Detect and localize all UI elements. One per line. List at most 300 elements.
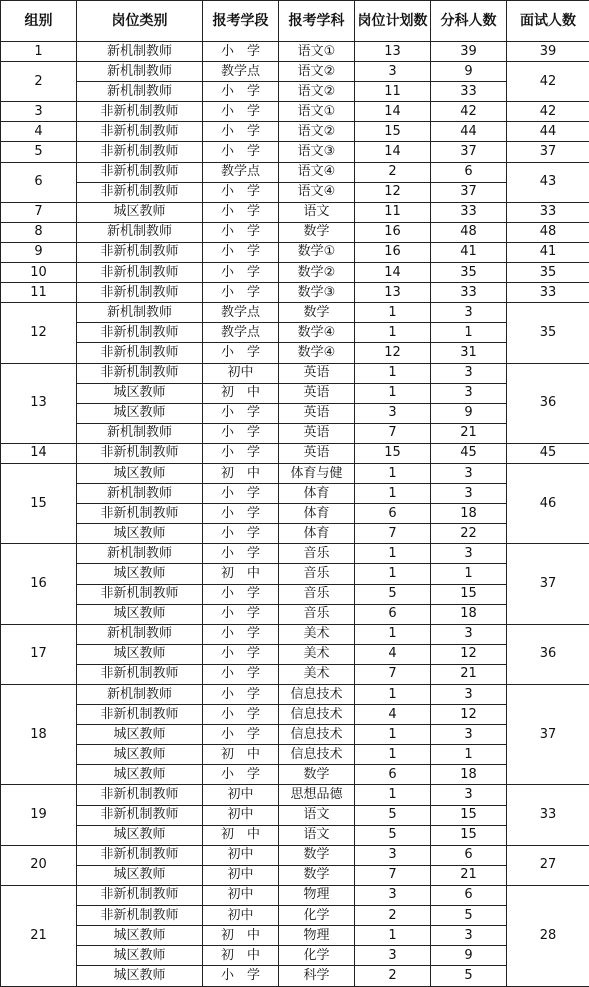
school-level-cell: 小 学 (203, 403, 279, 423)
interview-count-cell: 43 (507, 162, 589, 202)
school-level-cell: 初 中 (203, 463, 279, 483)
table-row (1, 202, 589, 222)
post-category-cell: 非新机制教师 (77, 504, 203, 524)
applicants-cell: 35 (431, 263, 507, 283)
subject-cell: 语文 (279, 202, 355, 222)
interview-count-cell: 48 (507, 222, 589, 242)
table-row (1, 805, 589, 825)
post-category-cell: 非新机制教师 (77, 263, 203, 283)
group-number-cell: 15 (1, 463, 77, 543)
subject-cell: 英语 (279, 383, 355, 403)
subject-cell: 数学 (279, 303, 355, 323)
applicants-cell: 21 (431, 865, 507, 885)
table-row (1, 303, 589, 323)
interview-count-cell: 36 (507, 363, 589, 443)
school-level-cell: 小 学 (203, 705, 279, 725)
subject-cell: 英语 (279, 443, 355, 463)
applicants-cell: 3 (431, 926, 507, 946)
applicants-cell: 5 (431, 966, 507, 987)
interview-count-cell: 39 (507, 42, 589, 62)
table-row (1, 504, 589, 524)
applicants-cell: 9 (431, 946, 507, 966)
table-row (1, 102, 589, 122)
school-level-cell: 初中 (203, 885, 279, 905)
applicants-cell: 15 (431, 584, 507, 604)
table-row (1, 926, 589, 946)
school-level-cell: 小 学 (203, 544, 279, 564)
table-row (1, 865, 589, 885)
school-level-cell: 初中 (203, 805, 279, 825)
header-row (1, 1, 589, 42)
table-row (1, 142, 589, 162)
post-category-cell: 非新机制教师 (77, 283, 203, 303)
post-category-cell: 非新机制教师 (77, 102, 203, 122)
school-level-cell: 初中 (203, 865, 279, 885)
school-level-cell: 初中 (203, 785, 279, 805)
applicants-cell: 12 (431, 644, 507, 664)
subject-cell: 美术 (279, 624, 355, 644)
post-category-cell: 城区教师 (77, 926, 203, 946)
table-row (1, 524, 589, 544)
applicants-cell: 18 (431, 504, 507, 524)
group-number-cell: 5 (1, 142, 77, 162)
planned-posts-cell: 6 (355, 504, 431, 524)
subject-cell: 体育 (279, 524, 355, 544)
planned-posts-cell: 7 (355, 664, 431, 684)
subject-cell: 体育 (279, 504, 355, 524)
table-row (1, 463, 589, 483)
table-row (1, 62, 589, 82)
interview-count-cell: 41 (507, 242, 589, 262)
group-number-cell: 10 (1, 263, 77, 283)
applicants-cell: 3 (431, 303, 507, 323)
planned-posts-cell: 1 (355, 303, 431, 323)
interview-count-cell: 42 (507, 102, 589, 122)
school-level-cell: 小 学 (203, 685, 279, 705)
applicants-cell: 21 (431, 664, 507, 684)
group-number-cell: 6 (1, 162, 77, 202)
group-number-cell: 2 (1, 62, 77, 102)
table-row (1, 664, 589, 684)
post-category-cell: 城区教师 (77, 725, 203, 745)
subject-cell: 英语 (279, 363, 355, 383)
planned-posts-cell: 5 (355, 825, 431, 845)
planned-posts-cell: 1 (355, 926, 431, 946)
planned-posts-cell: 16 (355, 222, 431, 242)
subject-cell: 语文② (279, 62, 355, 82)
applicants-cell: 9 (431, 403, 507, 423)
planned-posts-cell: 7 (355, 423, 431, 443)
group-number-cell: 19 (1, 785, 77, 845)
school-level-cell: 小 学 (203, 765, 279, 785)
post-category-cell: 非新机制教师 (77, 343, 203, 363)
table-row (1, 966, 589, 987)
school-level-cell: 小 学 (203, 343, 279, 363)
subject-cell: 英语 (279, 403, 355, 423)
planned-posts-cell: 14 (355, 142, 431, 162)
school-level-cell: 小 学 (203, 142, 279, 162)
school-level-cell: 小 学 (203, 725, 279, 745)
applicants-cell: 6 (431, 845, 507, 865)
table-row (1, 685, 589, 705)
school-level-cell: 教学点 (203, 62, 279, 82)
post-category-cell: 非新机制教师 (77, 162, 203, 182)
applicants-cell: 5 (431, 906, 507, 926)
planned-posts-cell: 6 (355, 604, 431, 624)
subject-cell: 物理 (279, 885, 355, 905)
subject-cell: 音乐 (279, 584, 355, 604)
post-category-cell: 新机制教师 (77, 82, 203, 102)
post-category-cell: 城区教师 (77, 383, 203, 403)
post-category-cell: 新机制教师 (77, 62, 203, 82)
post-category-cell: 非新机制教师 (77, 845, 203, 865)
planned-posts-cell: 12 (355, 343, 431, 363)
table-row (1, 242, 589, 262)
interview-count-cell: 46 (507, 463, 589, 543)
table-row (1, 343, 589, 363)
school-level-cell: 教学点 (203, 162, 279, 182)
table-row (1, 122, 589, 142)
interview-count-cell: 44 (507, 122, 589, 142)
table-row (1, 906, 589, 926)
planned-posts-cell: 1 (355, 564, 431, 584)
table-row (1, 825, 589, 845)
subject-cell: 信息技术 (279, 705, 355, 725)
school-level-cell: 小 学 (203, 122, 279, 142)
school-level-cell: 小 学 (203, 484, 279, 504)
group-number-cell: 12 (1, 303, 77, 363)
post-category-cell: 城区教师 (77, 644, 203, 664)
group-number-cell: 7 (1, 202, 77, 222)
planned-posts-cell: 2 (355, 162, 431, 182)
post-category-cell: 新机制教师 (77, 544, 203, 564)
table-row (1, 885, 589, 905)
table-row (1, 423, 589, 443)
post-category-cell: 非新机制教师 (77, 906, 203, 926)
planned-posts-cell: 1 (355, 685, 431, 705)
subject-cell: 英语 (279, 423, 355, 443)
school-level-cell: 初 中 (203, 825, 279, 845)
subject-cell: 数学④ (279, 323, 355, 343)
post-category-cell: 新机制教师 (77, 42, 203, 62)
post-category-cell: 城区教师 (77, 865, 203, 885)
planned-posts-cell: 2 (355, 906, 431, 926)
applicants-cell: 37 (431, 142, 507, 162)
school-level-cell: 教学点 (203, 323, 279, 343)
table-row (1, 604, 589, 624)
applicants-cell: 18 (431, 604, 507, 624)
table-row (1, 484, 589, 504)
interview-count-cell: 28 (507, 885, 589, 986)
interview-count-cell: 36 (507, 624, 589, 684)
school-level-cell: 小 学 (203, 584, 279, 604)
applicants-cell: 1 (431, 323, 507, 343)
post-category-cell: 非新机制教师 (77, 885, 203, 905)
table-row (1, 745, 589, 765)
table-row (1, 564, 589, 584)
school-level-cell: 初中 (203, 845, 279, 865)
applicants-cell: 3 (431, 725, 507, 745)
school-level-cell: 小 学 (203, 222, 279, 242)
school-level-cell: 小 学 (203, 966, 279, 987)
group-number-cell: 13 (1, 363, 77, 443)
subject-cell: 音乐 (279, 604, 355, 624)
school-level-cell: 初 中 (203, 564, 279, 584)
school-level-cell: 小 学 (203, 644, 279, 664)
header-school-level: 报考学段 (203, 1, 279, 42)
applicants-cell: 3 (431, 685, 507, 705)
subject-cell: 语文③ (279, 142, 355, 162)
subject-cell: 语文④ (279, 182, 355, 202)
interview-count-cell: 37 (507, 685, 589, 785)
post-category-cell: 新机制教师 (77, 685, 203, 705)
planned-posts-cell: 1 (355, 484, 431, 504)
subject-cell: 体育 (279, 484, 355, 504)
school-level-cell: 初 中 (203, 946, 279, 966)
post-category-cell: 新机制教师 (77, 222, 203, 242)
table-row (1, 584, 589, 604)
applicants-cell: 22 (431, 524, 507, 544)
subject-cell: 语文① (279, 102, 355, 122)
applicants-cell: 41 (431, 242, 507, 262)
applicants-cell: 3 (431, 363, 507, 383)
post-category-cell: 城区教师 (77, 524, 203, 544)
table-row (1, 443, 589, 463)
planned-posts-cell: 3 (355, 946, 431, 966)
planned-posts-cell: 7 (355, 524, 431, 544)
applicants-cell: 3 (431, 544, 507, 564)
applicants-cell: 45 (431, 443, 507, 463)
group-number-cell: 16 (1, 544, 77, 624)
subject-cell: 物理 (279, 926, 355, 946)
post-category-cell: 新机制教师 (77, 484, 203, 504)
applicants-cell: 33 (431, 283, 507, 303)
planned-posts-cell: 1 (355, 745, 431, 765)
planned-posts-cell: 1 (355, 363, 431, 383)
applicants-cell: 15 (431, 805, 507, 825)
planned-posts-cell: 6 (355, 765, 431, 785)
group-number-cell: 8 (1, 222, 77, 242)
planned-posts-cell: 3 (355, 885, 431, 905)
school-level-cell: 小 学 (203, 443, 279, 463)
group-number-cell: 11 (1, 283, 77, 303)
table-row (1, 624, 589, 644)
subject-cell: 科学 (279, 966, 355, 987)
applicants-cell: 3 (431, 463, 507, 483)
post-category-cell: 城区教师 (77, 966, 203, 987)
header-subject: 报考学科 (279, 1, 355, 42)
post-category-cell: 非新机制教师 (77, 242, 203, 262)
applicants-cell: 12 (431, 705, 507, 725)
school-level-cell: 小 学 (203, 82, 279, 102)
planned-posts-cell: 16 (355, 242, 431, 262)
subject-cell: 化学 (279, 906, 355, 926)
planned-posts-cell: 13 (355, 42, 431, 62)
subject-cell: 体育与健 (279, 463, 355, 483)
group-number-cell: 1 (1, 42, 77, 62)
header-group: 组别 (1, 1, 77, 42)
header-planned-posts: 岗位计划数 (355, 1, 431, 42)
post-category-cell: 城区教师 (77, 403, 203, 423)
post-category-cell: 非新机制教师 (77, 805, 203, 825)
planned-posts-cell: 4 (355, 705, 431, 725)
school-level-cell: 小 学 (203, 263, 279, 283)
planned-posts-cell: 5 (355, 584, 431, 604)
school-level-cell: 小 学 (203, 664, 279, 684)
school-level-cell: 初 中 (203, 745, 279, 765)
table-row (1, 544, 589, 564)
header-post-category: 岗位类别 (77, 1, 203, 42)
post-category-cell: 非新机制教师 (77, 122, 203, 142)
planned-posts-cell: 3 (355, 403, 431, 423)
school-level-cell: 小 学 (203, 202, 279, 222)
applicants-cell: 3 (431, 383, 507, 403)
group-number-cell: 18 (1, 685, 77, 785)
subject-cell: 数学① (279, 242, 355, 262)
applicants-cell: 1 (431, 745, 507, 765)
post-category-cell: 城区教师 (77, 946, 203, 966)
table-row (1, 785, 589, 805)
table-row (1, 845, 589, 865)
table-row (1, 82, 589, 102)
post-category-cell: 非新机制教师 (77, 363, 203, 383)
interview-count-cell: 42 (507, 62, 589, 102)
planned-posts-cell: 13 (355, 283, 431, 303)
post-category-cell: 城区教师 (77, 564, 203, 584)
post-category-cell: 新机制教师 (77, 303, 203, 323)
post-category-cell: 城区教师 (77, 202, 203, 222)
school-level-cell: 小 学 (203, 624, 279, 644)
group-number-cell: 14 (1, 443, 77, 463)
interview-count-cell: 35 (507, 303, 589, 363)
interview-count-cell: 33 (507, 283, 589, 303)
table-row (1, 263, 589, 283)
table-row (1, 283, 589, 303)
planned-posts-cell: 12 (355, 182, 431, 202)
applicants-cell: 39 (431, 42, 507, 62)
post-category-cell: 非新机制教师 (77, 785, 203, 805)
interview-count-cell: 45 (507, 443, 589, 463)
post-category-cell: 城区教师 (77, 463, 203, 483)
applicants-cell: 33 (431, 202, 507, 222)
applicants-cell: 15 (431, 825, 507, 845)
interview-count-cell: 33 (507, 785, 589, 845)
subject-cell: 语文① (279, 42, 355, 62)
planned-posts-cell: 2 (355, 966, 431, 987)
school-level-cell: 初 中 (203, 926, 279, 946)
group-number-cell: 20 (1, 845, 77, 885)
planned-posts-cell: 1 (355, 383, 431, 403)
subject-cell: 数学② (279, 263, 355, 283)
post-category-cell: 城区教师 (77, 604, 203, 624)
applicants-cell: 3 (431, 785, 507, 805)
subject-cell: 语文 (279, 825, 355, 845)
applicants-cell: 9 (431, 62, 507, 82)
school-level-cell: 小 学 (203, 604, 279, 624)
planned-posts-cell: 11 (355, 82, 431, 102)
table-row (1, 403, 589, 423)
interview-count-cell: 37 (507, 142, 589, 162)
group-number-cell: 21 (1, 885, 77, 986)
interview-count-cell: 33 (507, 202, 589, 222)
planned-posts-cell: 14 (355, 102, 431, 122)
subject-cell: 数学③ (279, 283, 355, 303)
header-applicants: 分科人数 (431, 1, 507, 42)
applicants-cell: 42 (431, 102, 507, 122)
planned-posts-cell: 1 (355, 323, 431, 343)
interview-count-cell: 35 (507, 263, 589, 283)
applicants-cell: 3 (431, 624, 507, 644)
school-level-cell: 小 学 (203, 182, 279, 202)
subject-cell: 数学 (279, 765, 355, 785)
post-category-cell: 城区教师 (77, 745, 203, 765)
group-number-cell: 9 (1, 242, 77, 262)
group-number-cell: 17 (1, 624, 77, 684)
subject-cell: 信息技术 (279, 685, 355, 705)
interview-count-cell: 37 (507, 544, 589, 624)
applicants-cell: 6 (431, 885, 507, 905)
school-level-cell: 初 中 (203, 383, 279, 403)
post-category-cell: 新机制教师 (77, 423, 203, 443)
planned-posts-cell: 7 (355, 865, 431, 885)
post-category-cell: 非新机制教师 (77, 443, 203, 463)
subject-cell: 数学 (279, 845, 355, 865)
subject-cell: 美术 (279, 664, 355, 684)
applicants-cell: 6 (431, 162, 507, 182)
school-level-cell: 小 学 (203, 524, 279, 544)
school-level-cell: 小 学 (203, 283, 279, 303)
post-category-cell: 非新机制教师 (77, 142, 203, 162)
table-row (1, 182, 589, 202)
school-level-cell: 小 学 (203, 102, 279, 122)
subject-cell: 数学④ (279, 343, 355, 363)
planned-posts-cell: 15 (355, 122, 431, 142)
table-row (1, 765, 589, 785)
subject-cell: 语文④ (279, 162, 355, 182)
applicants-cell: 18 (431, 765, 507, 785)
planned-posts-cell: 14 (355, 263, 431, 283)
post-category-cell: 城区教师 (77, 825, 203, 845)
header-interviewees: 面试人数 (507, 1, 589, 42)
subject-cell: 音乐 (279, 544, 355, 564)
group-number-cell: 3 (1, 102, 77, 122)
applicants-cell: 44 (431, 122, 507, 142)
school-level-cell: 初中 (203, 363, 279, 383)
post-category-cell: 非新机制教师 (77, 584, 203, 604)
interview-count-cell: 27 (507, 845, 589, 885)
planned-posts-cell: 15 (355, 443, 431, 463)
applicants-cell: 1 (431, 564, 507, 584)
subject-cell: 语文② (279, 122, 355, 142)
table-row (1, 946, 589, 966)
subject-cell: 思想品德 (279, 785, 355, 805)
planned-posts-cell: 4 (355, 644, 431, 664)
table-row (1, 705, 589, 725)
table-row (1, 725, 589, 745)
planned-posts-cell: 5 (355, 805, 431, 825)
planned-posts-cell: 1 (355, 544, 431, 564)
group-number-cell: 4 (1, 122, 77, 142)
school-level-cell: 小 学 (203, 504, 279, 524)
post-category-cell: 非新机制教师 (77, 182, 203, 202)
planned-posts-cell: 1 (355, 785, 431, 805)
table-row (1, 383, 589, 403)
planned-posts-cell: 1 (355, 624, 431, 644)
school-level-cell: 小 学 (203, 423, 279, 443)
applicants-cell: 21 (431, 423, 507, 443)
subject-cell: 信息技术 (279, 725, 355, 745)
planned-posts-cell: 3 (355, 62, 431, 82)
